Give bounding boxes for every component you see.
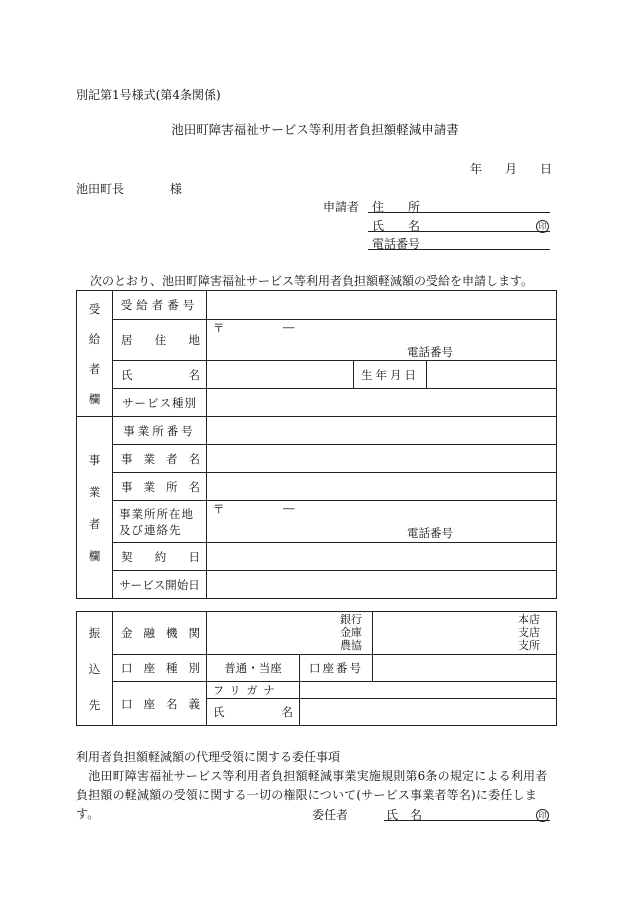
addressee-honorific: 様 bbox=[170, 182, 183, 196]
provider-postal-mark: 〒 bbox=[213, 502, 225, 516]
page-title: 池田町障害福祉サービス等利用者負担額軽減申請書 bbox=[171, 122, 459, 137]
recipient-phone-label: 電話番号 bbox=[407, 345, 453, 359]
contract-date-field[interactable] bbox=[207, 543, 557, 571]
account-type-value[interactable]: 普通・当座 bbox=[207, 655, 300, 682]
provider-number-field[interactable] bbox=[207, 417, 557, 445]
provider-name-label: 事 業 者 名 bbox=[113, 445, 207, 473]
recipient-section-label: 受 給 者 欄 bbox=[77, 291, 113, 417]
service-type-field[interactable] bbox=[207, 389, 557, 417]
provider-name-field[interactable] bbox=[207, 445, 557, 473]
recipient-provider-table bbox=[76, 290, 557, 599]
holder-name-label: 氏 名 bbox=[207, 699, 300, 726]
provider-phone-label: 電話番号 bbox=[407, 526, 453, 540]
birthdate-field[interactable] bbox=[427, 361, 557, 389]
addressee-name: 池田町長 bbox=[76, 182, 125, 196]
postal-dash: ― bbox=[283, 320, 295, 334]
recipient-number-label: 受給者番号 bbox=[113, 291, 207, 320]
service-start-field[interactable] bbox=[207, 571, 557, 599]
provider-number-label: 事業所番号 bbox=[113, 417, 207, 445]
delegator-name-label: 氏 名 bbox=[386, 808, 423, 822]
account-number-label: 口座番号 bbox=[300, 655, 373, 682]
furigana-label: フリガナ bbox=[207, 682, 300, 699]
provider-postal-dash: ― bbox=[283, 501, 295, 515]
delegation-body: 池田町障害福祉サービス等利用者負担額軽減事業実施規則第6条の規定による利用者負担額の軽減額の受領に関する一切の権限について(サービス事業者等名)に委任します。 bbox=[76, 769, 548, 821]
office-location-label: 事業所所在地 及び連絡先 bbox=[113, 501, 207, 543]
holder-name-field[interactable] bbox=[300, 699, 557, 726]
postal-mark: 〒 bbox=[213, 321, 225, 335]
delegator-seal-mark: 印 bbox=[536, 807, 549, 822]
applicant-address-label: 住 所 bbox=[372, 200, 421, 214]
office-name-label: 事 業 所 名 bbox=[113, 473, 207, 501]
account-type-label: 口 座 種 別 bbox=[113, 655, 207, 682]
applicant-name-label: 氏 名 bbox=[372, 219, 421, 233]
office-location-field[interactable] bbox=[207, 501, 557, 543]
date-month: 月 bbox=[505, 162, 518, 176]
recipient-name-field[interactable] bbox=[207, 361, 354, 389]
contract-date-label: 契 約 日 bbox=[113, 543, 207, 571]
bank-table bbox=[76, 611, 557, 726]
delegator-label: 委任者 bbox=[312, 808, 349, 822]
applicant-phone-label: 電話番号 bbox=[372, 237, 421, 251]
residence-field[interactable] bbox=[207, 320, 557, 361]
form-id: 別記第1号様式(第4条関係) bbox=[76, 88, 221, 102]
recipient-number-field[interactable] bbox=[207, 291, 557, 320]
date-day: 日 bbox=[540, 162, 553, 176]
applicant-label: 申請者 bbox=[323, 200, 360, 214]
provider-section-label: 事 業 者 欄 bbox=[77, 417, 113, 599]
institution-label: 金 融 機 関 bbox=[113, 612, 207, 655]
applicant-name-line[interactable] bbox=[368, 231, 550, 232]
residence-label: 居 住 地 bbox=[113, 320, 207, 361]
recipient-name-label: 氏 名 bbox=[113, 361, 207, 389]
delegator-name-line[interactable] bbox=[384, 820, 550, 821]
intro-text: 次のとおり、池田町障害福祉サービス等利用者負担額軽減額の受給を申請します。 bbox=[90, 274, 534, 288]
bank-name-field[interactable]: 銀行 金庫 農協 bbox=[207, 612, 373, 655]
birthdate-label: 生年月日 bbox=[354, 361, 427, 389]
branch-name-field[interactable]: 本店 支店 支所 bbox=[373, 612, 557, 655]
account-holder-label: 口 座 名 義 bbox=[113, 682, 207, 726]
office-name-field[interactable] bbox=[207, 473, 557, 501]
bank-section-label: 振 込 先 bbox=[77, 612, 113, 726]
seal-mark: 印 bbox=[536, 218, 549, 233]
furigana-field[interactable] bbox=[300, 682, 557, 699]
applicant-phone-line[interactable] bbox=[368, 249, 550, 250]
delegation-heading: 利用者負担額軽減額の代理受領に関する委任事項 bbox=[76, 750, 341, 764]
applicant-address-line[interactable] bbox=[368, 212, 550, 213]
date-year: 年 bbox=[470, 162, 483, 176]
service-type-label: サービス種別 bbox=[113, 389, 207, 417]
account-number-field[interactable] bbox=[373, 655, 557, 682]
service-start-label: サービス開始日 bbox=[113, 571, 207, 599]
